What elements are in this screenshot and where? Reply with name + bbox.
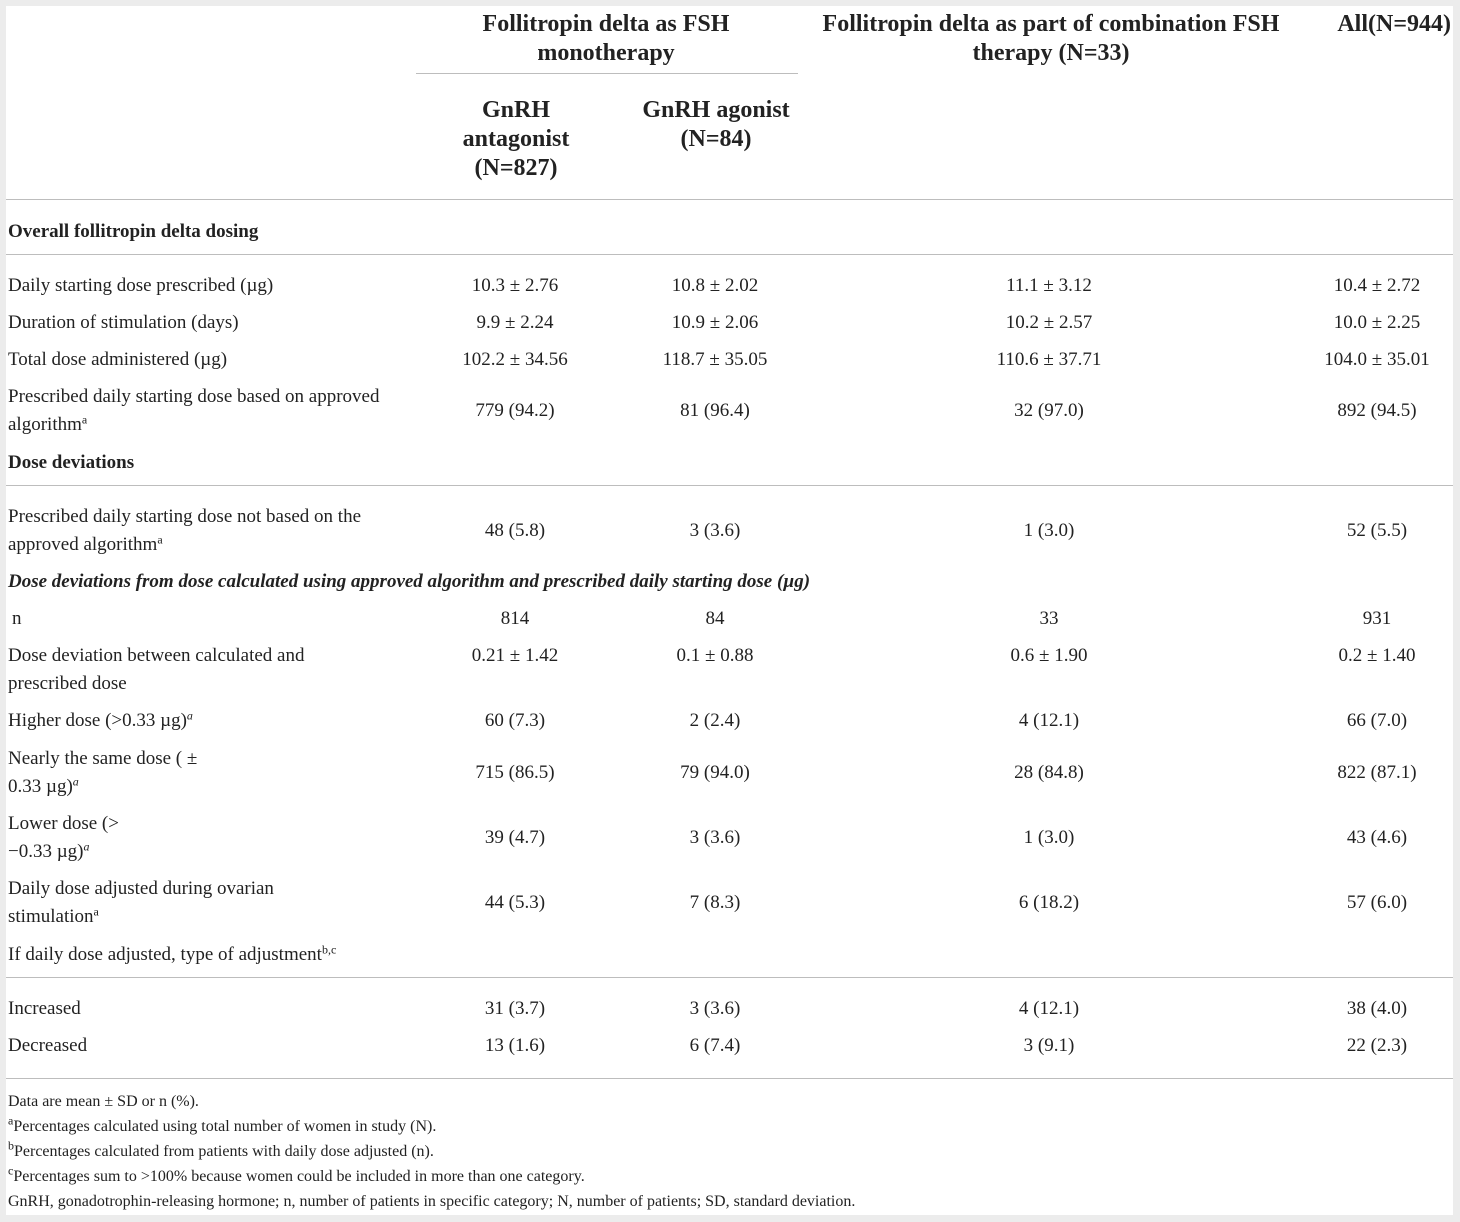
row-label: Daily starting dose prescribed (µg) xyxy=(8,275,274,296)
cell-antagonist: 0.21 ± 1.42 xyxy=(471,645,559,666)
cell-combination: 1 (3.0) xyxy=(1023,520,1075,541)
cell-agonist: 79 (94.0) xyxy=(680,762,750,783)
header-bottom-rule xyxy=(6,199,1453,200)
cell-agonist: 7 (8.3) xyxy=(689,892,741,913)
header-group-combo: Follitropin delta as part of combination FSH therapy (N=33) xyxy=(822,11,1280,66)
row-label: Duration of stimulation (days) xyxy=(8,312,239,333)
cell-combination: 3 (9.1) xyxy=(1023,1035,1075,1056)
cell-all: 57 (6.0) xyxy=(1346,892,1408,913)
row-label: If daily dose adjusted, type of adjustment$^{b,c}$ xyxy=(8,942,337,965)
header-sub-agonist: GnRH agonist (N=84) xyxy=(642,97,790,152)
section-overall: Overall follitropin delta dosing xyxy=(8,221,259,242)
row-label: Prescribed daily starting dose not based on the approved algorithm$^a$ xyxy=(8,506,362,555)
header-sub-antagonist: GnRH antagonist (N=827) xyxy=(462,97,570,181)
cell-all: 22 (2.3) xyxy=(1346,1035,1408,1056)
cell-antagonist: 13 (1.6) xyxy=(484,1035,546,1056)
footnote-data: Data are mean ± SD or n (%). xyxy=(8,1093,199,1110)
cell-all: 822 (87.1) xyxy=(1337,762,1417,783)
cell-antagonist: 44 (5.3) xyxy=(484,892,546,913)
cell-all: 10.4 ± 2.72 xyxy=(1333,275,1421,296)
cell-all: 52 (5.5) xyxy=(1346,520,1408,541)
section-overall-rule xyxy=(6,254,1453,255)
cell-antagonist: 715 (86.5) xyxy=(475,762,555,783)
cell-combination: 0.6 ± 1.90 xyxy=(1010,645,1088,666)
cell-agonist: 10.8 ± 2.02 xyxy=(671,275,759,296)
section-deviations: Dose deviations xyxy=(8,452,135,473)
cell-combination: 4 (12.1) xyxy=(1018,710,1080,731)
cell-agonist: 3 (3.6) xyxy=(689,998,741,1019)
cell-all: 931 xyxy=(1362,608,1392,629)
cell-antagonist: 10.3 ± 2.76 xyxy=(471,275,559,296)
header-group-all: All(N=944) xyxy=(1337,11,1451,37)
row-label: Higher dose (>0.33 µg)$^a$ xyxy=(8,708,193,731)
cell-antagonist: 102.2 ± 34.56 xyxy=(462,349,568,370)
cell-antagonist: 814 xyxy=(500,608,530,629)
row-label: Daily dose adjusted during ovarian stimulation$^a$ xyxy=(8,878,274,927)
cell-agonist: 10.9 ± 2.06 xyxy=(671,312,759,333)
cell-combination: 32 (97.0) xyxy=(1014,400,1084,421)
cell-combination: 10.2 ± 2.57 xyxy=(1005,312,1093,333)
table-page xyxy=(6,6,1453,1215)
cell-antagonist: 9.9 ± 2.24 xyxy=(476,312,554,333)
cell-antagonist: 48 (5.8) xyxy=(484,520,546,541)
cell-agonist: 118.7 ± 35.05 xyxy=(662,349,768,370)
cell-combination: 110.6 ± 37.71 xyxy=(996,349,1102,370)
row-label: Dose deviation between calculated and prescribed dose xyxy=(8,645,305,694)
cell-agonist: 3 (3.6) xyxy=(689,827,741,848)
cell-antagonist: 39 (4.7) xyxy=(484,827,546,848)
cell-combination: 6 (18.2) xyxy=(1018,892,1080,913)
row-label: Total dose administered (µg) xyxy=(8,349,228,370)
cell-all: 10.0 ± 2.25 xyxy=(1333,312,1421,333)
row-label: Decreased xyxy=(8,1035,88,1056)
cell-agonist: 3 (3.6) xyxy=(689,520,741,541)
cell-agonist: 84 xyxy=(705,608,725,629)
row-label: Lower dose (> −0.33 µg)$^a$ xyxy=(8,813,119,862)
cell-all: 43 (4.6) xyxy=(1346,827,1408,848)
cell-agonist: 81 (96.4) xyxy=(680,400,750,421)
cell-agonist: 6 (7.4) xyxy=(689,1035,741,1056)
cell-combination: 33 xyxy=(1039,608,1059,629)
row-label: Increased xyxy=(8,998,81,1019)
section-deviations-calc: Dose deviations from dose calculated using approved algorithm and prescribed daily starting dose (µg) xyxy=(8,571,811,592)
cell-agonist: 0.1 ± 0.88 xyxy=(676,645,754,666)
cell-all: 66 (7.0) xyxy=(1346,710,1408,731)
footnote-c: $^c$Percentages sum to >100% because women could be included in more than one category. xyxy=(8,1163,585,1185)
footnote-a: $^a$Percentages calculated using total number of women in study (N). xyxy=(8,1113,437,1135)
footnote-b: $^b$Percentages calculated from patients with daily dose adjusted (n). xyxy=(8,1138,434,1160)
table-bottom-rule xyxy=(6,1078,1453,1079)
section-deviations-rule xyxy=(6,485,1453,486)
cell-all: 38 (4.0) xyxy=(1346,998,1408,1019)
footnote-abbreviations: GnRH, gonadotrophin-releasing hormone; n, number of patients in specific category; N, number of patients; SD, standard deviation. xyxy=(8,1193,856,1210)
row-label: Nearly the same dose ( ± 0.33 µg)$^a$ xyxy=(8,748,198,797)
cell-all: 892 (94.5) xyxy=(1337,400,1417,421)
cell-antagonist: 31 (3.7) xyxy=(484,998,546,1019)
header-group-underline xyxy=(416,73,798,74)
header-group-mono: Follitropin delta as FSH monotherapy xyxy=(482,11,730,66)
cell-all: 104.0 ± 35.01 xyxy=(1324,349,1430,370)
cell-antagonist: 779 (94.2) xyxy=(475,400,555,421)
cell-antagonist: 60 (7.3) xyxy=(484,710,546,731)
row-label: n xyxy=(12,608,22,629)
cell-combination: 28 (84.8) xyxy=(1014,762,1084,783)
cell-all: 0.2 ± 1.40 xyxy=(1338,645,1416,666)
cell-combination: 1 (3.0) xyxy=(1023,827,1075,848)
row-label: Prescribed daily starting dose based on approved algorithm$^a$ xyxy=(8,386,380,435)
cell-combination: 4 (12.1) xyxy=(1018,998,1080,1019)
adjustment-rule xyxy=(6,977,1453,978)
cell-agonist: 2 (2.4) xyxy=(689,710,741,731)
cell-combination: 11.1 ± 3.12 xyxy=(1006,275,1092,296)
